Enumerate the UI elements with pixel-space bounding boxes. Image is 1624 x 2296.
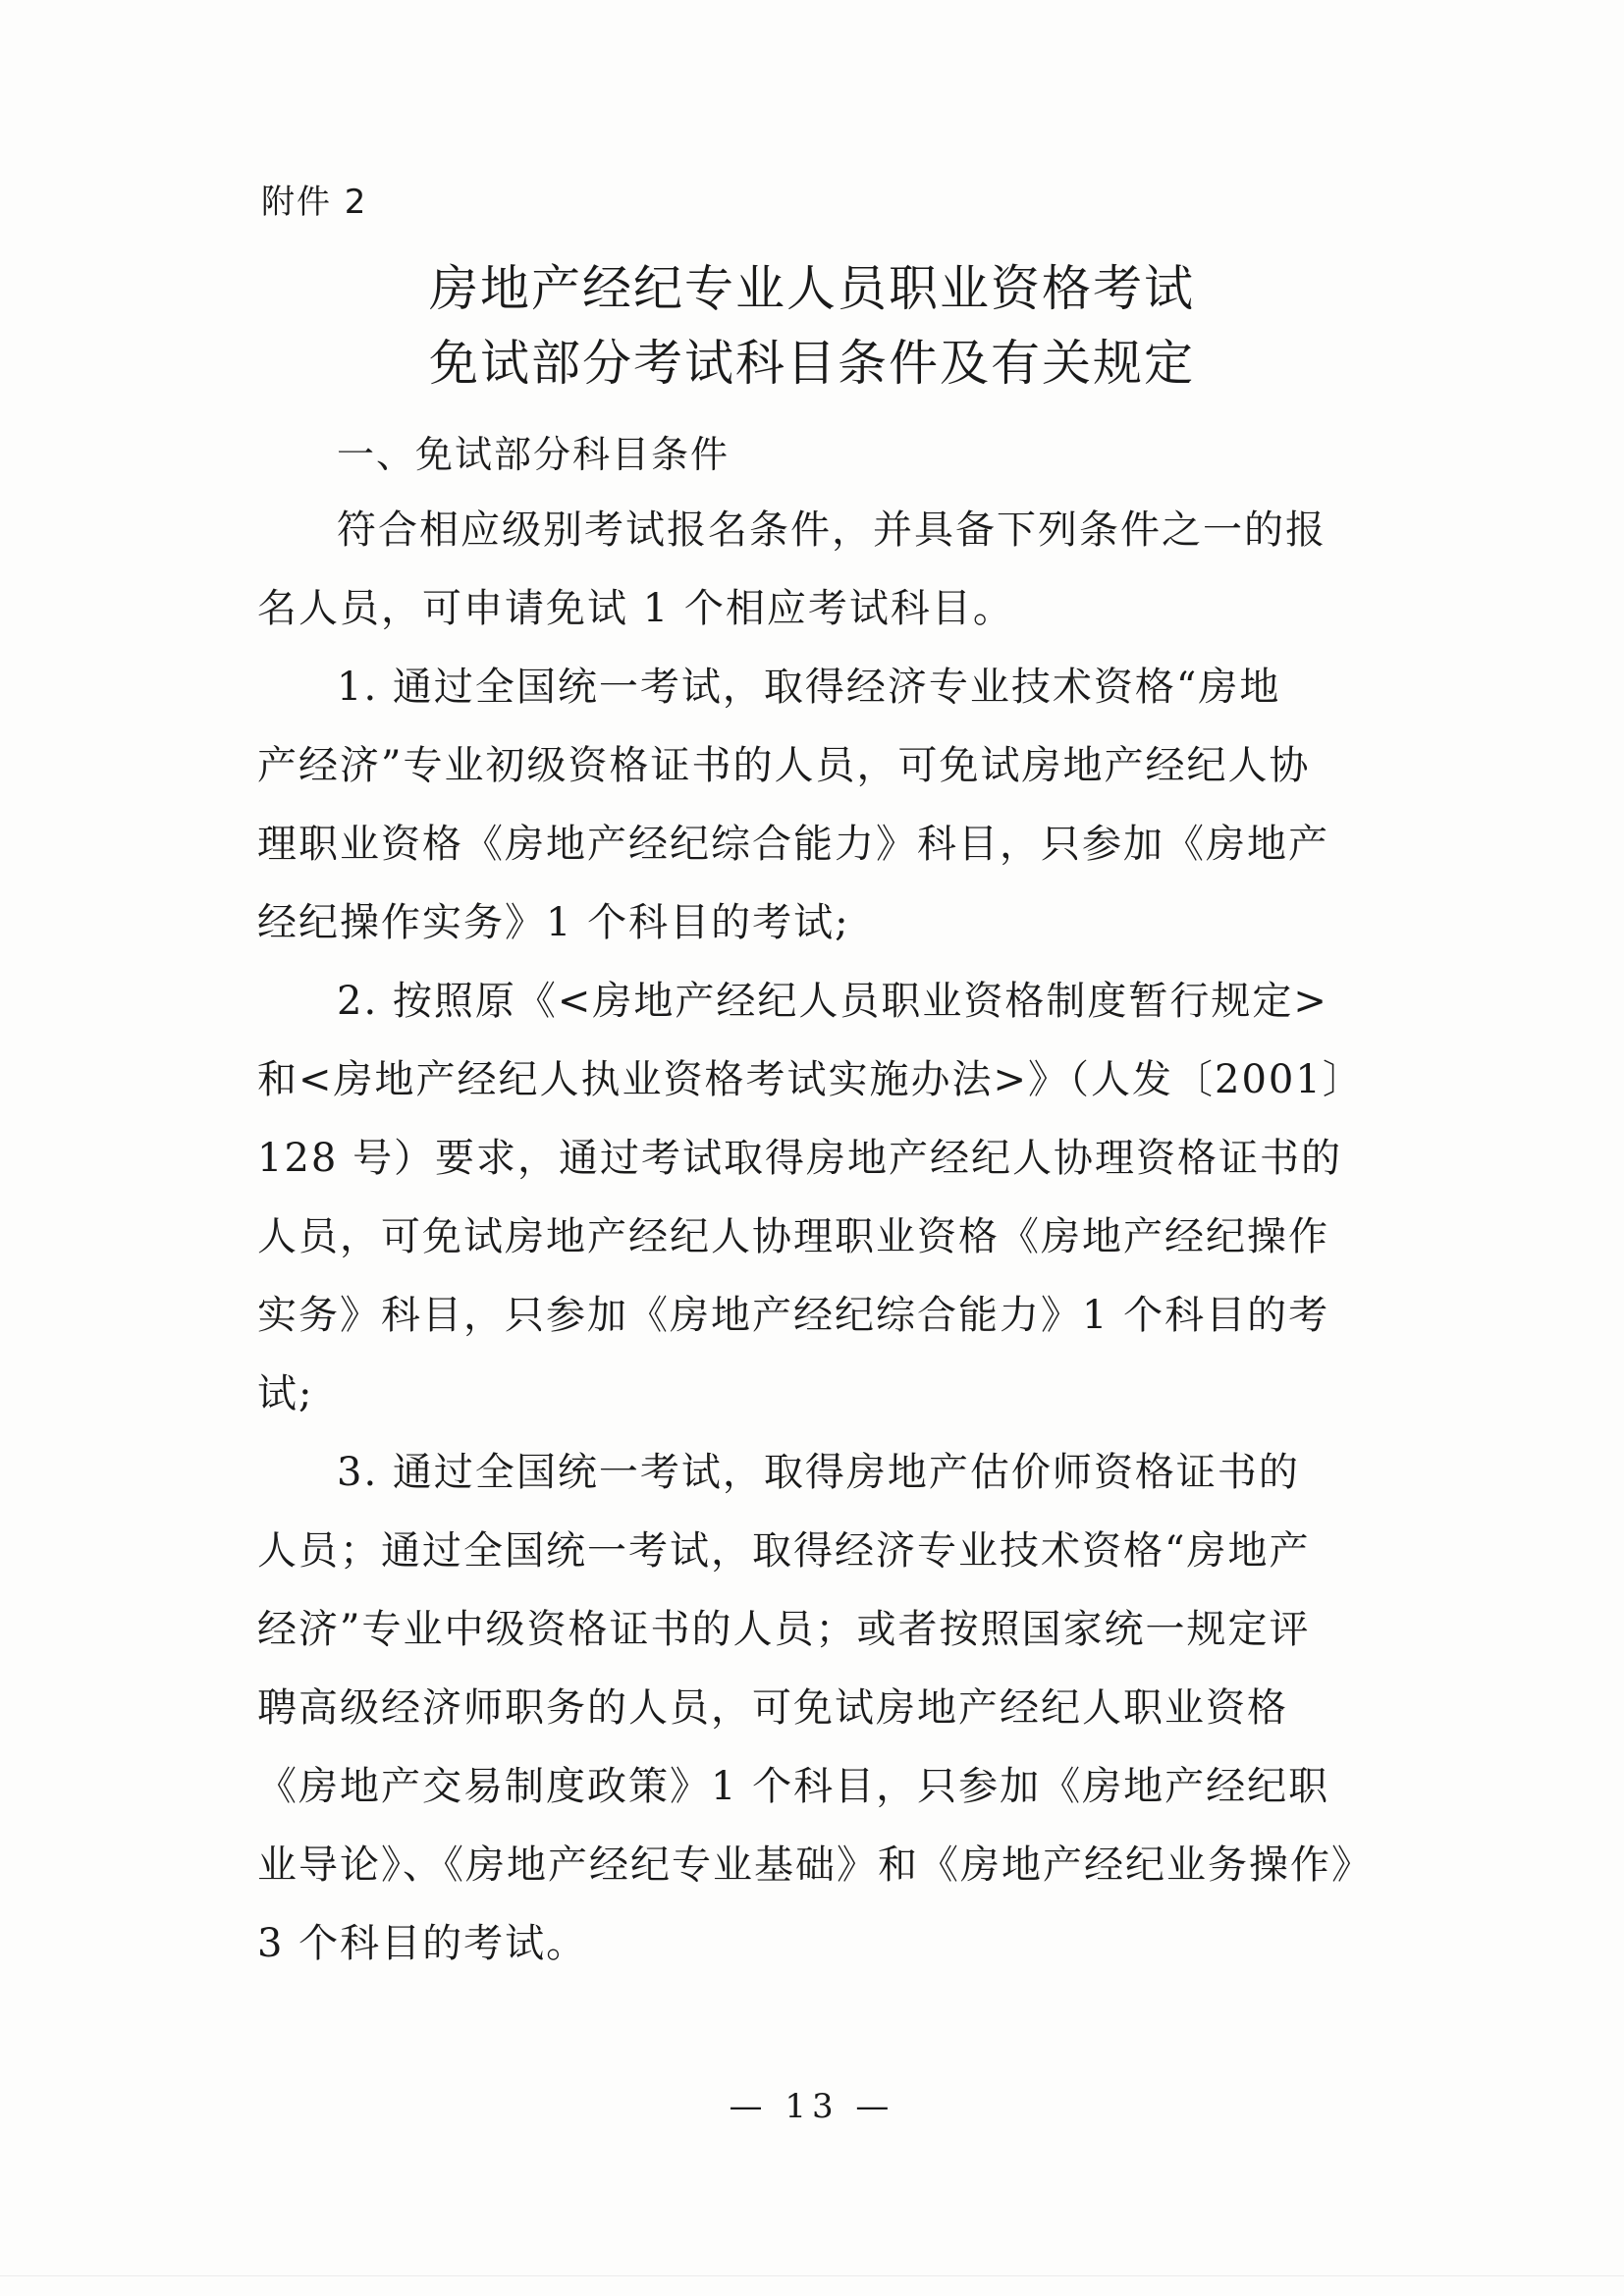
paragraph-line: 经济”专业中级资格证书的人员；或者按照国家统一规定评: [257, 1607, 1311, 1652]
paragraph-line: 试;: [257, 1371, 314, 1416]
paragraph-line: 人员，可免试房地产经纪人协理职业资格《房地产经纪操作: [257, 1214, 1329, 1259]
paragraph-line: 聘高级经济师职务的人员，可免试房地产经纪人职业资格: [257, 1685, 1288, 1731]
paragraph-line: 经纪操作实务》1 个科目的考试;: [257, 900, 850, 945]
paragraph-line: 实务》科目，只参加《房地产经纪综合能力》1 个科目的考: [257, 1293, 1330, 1338]
paragraph-line: 128 号）要求，通过考试取得房地产经纪人协理资格证书的: [257, 1136, 1343, 1181]
attachment-label: 附件 2: [261, 183, 368, 222]
paragraph-line: 符合相应级别考试报名条件，并具备下列条件之一的报: [337, 507, 1326, 553]
paragraph-line: 3 个科目的考试。: [257, 1921, 588, 1966]
paragraph-line: 3. 通过全国统一考试，取得房地产估价师资格证书的: [337, 1450, 1300, 1495]
paragraph-line: 1. 通过全国统一考试，取得经济专业技术资格“房地: [337, 665, 1281, 710]
document-title-line-1: 房地产经纪专业人员职业资格考试: [429, 260, 1195, 317]
paragraph-line: 2. 按照原《<房地产经纪人员职业资格制度暂行规定>: [337, 979, 1328, 1024]
page-number: — 13 —: [729, 2087, 895, 2126]
paragraph-line: 《房地产交易制度政策》1 个科目，只参加《房地产经纪职: [257, 1764, 1330, 1809]
paragraph-line: 理职业资格《房地产经纪综合能力》科目，只参加《房地产: [257, 822, 1329, 867]
paragraph-line: 和<房地产经纪人执业资格考试实施办法>》（人发〔2001〕: [257, 1057, 1364, 1102]
paragraph-line: 业导论》、《房地产经纪专业基础》和《房地产经纪业务操作》: [257, 1842, 1373, 1888]
scan-edge-divider: [0, 2275, 1624, 2276]
section-heading: 一、免试部分科目条件: [337, 433, 731, 476]
document-title-line-2: 免试部分考试科目条件及有关规定: [429, 335, 1195, 392]
paragraph-line: 人员；通过全国统一考试，取得经济专业技术资格“房地产: [257, 1528, 1311, 1574]
paragraph-line: 名人员，可申请免试 1 个相应考试科目。: [257, 586, 1014, 631]
paragraph-line: 产经济”专业初级资格证书的人员，可免试房地产经纪人协: [257, 743, 1311, 788]
